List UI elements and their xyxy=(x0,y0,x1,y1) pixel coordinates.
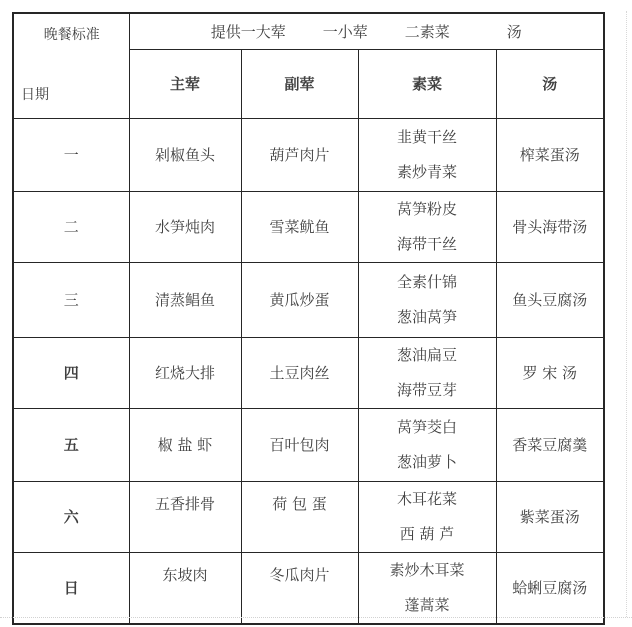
sub-dish-cell: 黄瓜炒蛋 xyxy=(241,262,358,337)
sub-dish-cell: 冬瓜肉片 xyxy=(241,552,358,624)
column-header-soup: 汤 xyxy=(496,49,604,118)
veg-line-2: 葱油萝卜 xyxy=(396,452,457,471)
veg-line-1: 素炒木耳菜 xyxy=(389,560,465,579)
day-cell: 一 xyxy=(13,118,129,191)
dinner-menu-table xyxy=(12,12,605,625)
veg-line-2: 海带干丝 xyxy=(396,234,457,253)
menu-row-sat xyxy=(13,481,604,552)
header-row-note xyxy=(13,13,604,49)
day-cell: 五 xyxy=(13,408,129,481)
day-cell: 日 xyxy=(13,552,129,624)
veg-line-1: 莴笋茭白 xyxy=(396,417,457,436)
veg-line-2: 葱油莴笋 xyxy=(396,307,457,326)
main-dish-cell: 东坡肉 xyxy=(129,552,241,624)
column-header-veg-dish: 素菜 xyxy=(358,49,496,118)
soup-cell: 骨头海带汤 xyxy=(496,191,604,262)
veg-line-2: 海带豆芽 xyxy=(396,380,457,399)
ghost-gridline-right xyxy=(626,11,627,617)
day-cell: 四 xyxy=(13,337,129,408)
menu-row-mon xyxy=(13,118,604,191)
day-cell: 二 xyxy=(13,191,129,262)
main-dish-cell: 红烧大排 xyxy=(129,337,241,408)
veg-cell xyxy=(358,118,496,191)
main-dish-cell: 五香排骨 xyxy=(129,481,241,552)
veg-line-2: 素炒青菜 xyxy=(396,162,457,181)
note-part-veg: 二素菜 xyxy=(404,22,450,41)
menu-row-fri xyxy=(13,408,604,481)
main-dish-cell: 椒 盐 虾 xyxy=(129,408,241,481)
day-cell: 三 xyxy=(13,262,129,337)
veg-cell xyxy=(358,337,496,408)
soup-cell: 紫菜蛋汤 xyxy=(496,481,604,552)
veg-cell xyxy=(358,408,496,481)
sub-dish-cell: 葫芦肉片 xyxy=(241,118,358,191)
veg-line-2: 蓬蒿菜 xyxy=(404,595,450,614)
column-header-sub-dish: 副荤 xyxy=(241,49,358,118)
column-header-main-dish: 主荤 xyxy=(129,49,241,118)
sub-dish-cell: 百叶包肉 xyxy=(241,408,358,481)
sub-dish-cell: 荷 包 蛋 xyxy=(241,481,358,552)
soup-cell: 罗 宋 汤 xyxy=(496,337,604,408)
soup-cell: 鱼头豆腐汤 xyxy=(496,262,604,337)
veg-cell xyxy=(358,552,496,624)
soup-cell: 榨菜蛋汤 xyxy=(496,118,604,191)
sub-dish-cell: 土豆肉丝 xyxy=(241,337,358,408)
soup-cell: 香菜豆腐羹 xyxy=(496,408,604,481)
veg-cell xyxy=(358,191,496,262)
menu-row-thu xyxy=(13,337,604,408)
corner-header-cell xyxy=(13,13,129,118)
main-dish-cell: 水笋炖肉 xyxy=(129,191,241,262)
note-part-main-meat: 提供一大荤 xyxy=(210,22,286,41)
sub-dish-cell: 雪菜鱿鱼 xyxy=(241,191,358,262)
provide-note-cell xyxy=(129,13,604,49)
note-part-small-meat: 一小荤 xyxy=(322,22,368,41)
ghost-gridline-bottom xyxy=(0,617,632,618)
date-label: 日期 xyxy=(21,87,49,104)
soup-cell: 蛤蜊豆腐汤 xyxy=(496,552,604,624)
veg-line-2: 西 葫 芦 xyxy=(399,524,455,543)
veg-line-1: 韭黄干丝 xyxy=(396,127,457,146)
note-part-soup: 汤 xyxy=(506,22,522,41)
dinner-standard-label: 晚餐标准 xyxy=(43,27,100,44)
veg-line-1: 全素什锦 xyxy=(396,272,457,291)
veg-line-1: 葱油扁豆 xyxy=(396,345,457,364)
day-cell: 六 xyxy=(13,481,129,552)
main-dish-cell: 剁椒鱼头 xyxy=(129,118,241,191)
menu-row-sun xyxy=(13,552,604,624)
veg-line-1: 莴笋粉皮 xyxy=(396,199,457,218)
veg-line-1: 木耳花菜 xyxy=(396,489,457,508)
veg-cell xyxy=(358,481,496,552)
menu-row-wed xyxy=(13,262,604,337)
veg-cell xyxy=(358,262,496,337)
main-dish-cell: 清蒸鲳鱼 xyxy=(129,262,241,337)
menu-row-tue xyxy=(13,191,604,262)
